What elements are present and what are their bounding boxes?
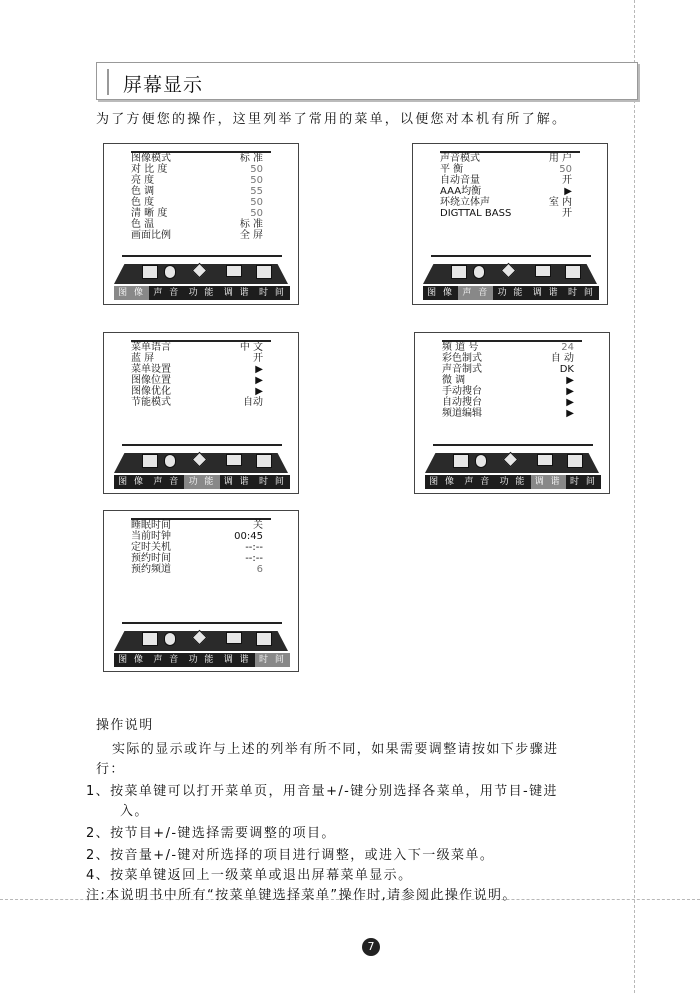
menu-row	[131, 364, 287, 375]
menu-tab: 声 音	[153, 288, 181, 298]
clock-icon	[256, 265, 272, 279]
menu-row-value: 开	[562, 208, 572, 219]
page-title: 屏幕显示	[123, 74, 204, 96]
menu-row	[440, 186, 596, 197]
menu-tab-bar	[423, 286, 599, 300]
menu-rows	[442, 342, 598, 419]
menu-tab: 调 谐	[223, 477, 251, 487]
speaker-icon	[164, 632, 176, 646]
menu-row-label: 色 调	[131, 186, 155, 197]
speaker-icon	[164, 454, 176, 468]
menu-tab: 调 谐	[531, 475, 566, 489]
menu-tab: 声 音	[464, 477, 492, 487]
clock-icon	[567, 454, 583, 468]
menu-row-label: 预约时间	[131, 553, 171, 564]
menu-row-value: 50	[559, 164, 572, 175]
menu-row-value: 自动	[243, 397, 263, 408]
menu-row	[131, 386, 287, 397]
tv-icon	[142, 632, 158, 646]
step-1: 1、按菜单键可以打开菜单页，用音量+/-键分别选择各菜单，用节目-键进	[86, 784, 558, 799]
menu-tab: 图 像	[429, 477, 457, 487]
menu-row-label: 频道编辑	[442, 408, 482, 419]
menu-row	[440, 164, 596, 175]
section-title-box	[96, 62, 638, 100]
menu-tab: 声 音	[153, 655, 181, 665]
tuning-icon	[535, 265, 551, 277]
menu-row	[131, 553, 287, 564]
menu-row-label: AAA均衡	[440, 186, 482, 197]
menu-row-value: 50	[250, 208, 263, 219]
menu-row	[131, 342, 287, 353]
menu-row	[131, 353, 287, 364]
menu-row-value: 6	[256, 564, 263, 575]
menu-tab-bar	[114, 286, 290, 300]
menu-row	[131, 520, 287, 531]
menu-row	[131, 175, 287, 186]
menu-row	[440, 197, 596, 208]
menu-tab: 调 谐	[223, 288, 251, 298]
menu-row-value: ▶	[566, 397, 574, 408]
speaker-icon	[475, 454, 487, 468]
instructions-heading: 操作说明	[96, 718, 154, 733]
menu-row-value: 自 动	[550, 353, 574, 364]
intro-text: 为了方便您的操作，这里列举了常用的菜单，以便您对本机有所了解。	[96, 112, 568, 127]
menu-tab: 时 间	[258, 477, 286, 487]
menu-tab: 功 能	[499, 477, 527, 487]
screen-divider	[122, 255, 282, 257]
menu-row-value: 标 准	[239, 219, 263, 230]
menu-row-label: 定时关机	[131, 542, 171, 553]
clock-icon	[565, 265, 581, 279]
clock-icon	[256, 632, 272, 646]
screen-divider	[431, 255, 591, 257]
menu-row-label: 自动搜台	[442, 397, 482, 408]
menu-row	[440, 153, 596, 164]
menu-row-value: ▶	[566, 386, 574, 397]
step-2: 2、按节目+/-键选择需要调整的项目。	[86, 826, 336, 841]
menu-tab: 图 像	[118, 655, 146, 665]
menu-row-label: 亮 度	[131, 175, 155, 186]
menu-row	[131, 542, 287, 553]
menu-row	[131, 164, 287, 175]
menu-row-value: 55	[250, 186, 263, 197]
menu-tab: 图 像	[114, 286, 149, 300]
menu-row-label: 声音模式	[440, 153, 480, 164]
menu-row-value: ▶	[255, 364, 263, 375]
menu-row	[131, 230, 287, 241]
menu-row-value: 全 屏	[239, 230, 263, 241]
menu-row-label: 睡眠时间	[131, 520, 171, 531]
menu-row	[131, 397, 287, 408]
menu-row-value: 关	[253, 520, 263, 531]
menu-rows	[131, 342, 287, 408]
menu-row-value: --:--	[245, 553, 263, 564]
menu-row-value: 50	[250, 175, 263, 186]
menu-row	[131, 186, 287, 197]
menu-tab: 声 音	[458, 286, 493, 300]
menu-row-label: 菜单设置	[131, 364, 171, 375]
menu-tab: 功 能	[188, 655, 216, 665]
menu-tab: 功 能	[497, 288, 525, 298]
tuning-icon	[226, 265, 242, 277]
menu-tab: 图 像	[118, 477, 146, 487]
menu-row-label: 手动搜台	[442, 386, 482, 397]
menu-row-label: 对 比 度	[131, 164, 168, 175]
screen-time-menu	[103, 510, 299, 672]
menu-row-value: ▶	[564, 186, 572, 197]
screen-divider	[122, 444, 282, 446]
menu-row-value: 室 内	[548, 197, 572, 208]
menu-row-value: DK	[559, 364, 574, 375]
menu-row-value: ▶	[255, 386, 263, 397]
menu-row-value: 50	[250, 164, 263, 175]
menu-row	[442, 408, 598, 419]
screen-sound-menu	[412, 143, 608, 305]
step-1-cont: 入。	[120, 804, 149, 819]
tv-icon	[142, 454, 158, 468]
tv-icon	[453, 454, 469, 468]
menu-row	[131, 208, 287, 219]
menu-rows	[131, 153, 287, 241]
menu-row	[442, 386, 598, 397]
screen-picture-menu	[103, 143, 299, 305]
menu-tab-bar	[114, 653, 290, 667]
screen-tuning-menu	[414, 332, 610, 494]
clock-icon	[256, 454, 272, 468]
menu-row	[442, 364, 598, 375]
title-accent-bar	[107, 69, 109, 95]
menu-row-value: 开	[562, 175, 572, 186]
menu-row-value: 标 准	[239, 153, 263, 164]
menu-tab: 图 像	[427, 288, 455, 298]
step-3: 2、按音量+/-键对所选择的项目进行调整，或进入下一级菜单。	[86, 848, 495, 863]
menu-tab-bar	[114, 475, 290, 489]
menu-tab: 调 谐	[532, 288, 560, 298]
menu-row-value: ▶	[566, 375, 574, 386]
menu-row-label: 清 晰 度	[131, 208, 168, 219]
cut-guide-vertical	[634, 0, 635, 993]
menu-tab: 时 间	[567, 288, 595, 298]
tuning-icon	[226, 454, 242, 466]
menu-row-label: 蓝 屏	[131, 353, 155, 364]
screen-divider	[433, 444, 593, 446]
instructions-paragraph: 实际的显示或许与上述的列举有所不同，如果需要调整请按如下步骤进	[112, 742, 559, 757]
speaker-icon	[164, 265, 176, 279]
instructions-paragraph-cont: 行：	[96, 762, 125, 777]
tuning-icon	[537, 454, 553, 466]
menu-row	[131, 531, 287, 542]
menu-row	[131, 153, 287, 164]
menu-tab: 声 音	[153, 477, 181, 487]
menu-row	[131, 564, 287, 575]
menu-row-value: ▶	[255, 375, 263, 386]
menu-row-label: 声音制式	[442, 364, 482, 375]
menu-row	[440, 175, 596, 186]
menu-row-value: 00:45	[234, 531, 263, 542]
menu-row-label: 预约频道	[131, 564, 171, 575]
menu-row	[131, 197, 287, 208]
menu-tab: 调 谐	[223, 655, 251, 665]
menu-row-value: 50	[250, 197, 263, 208]
menu-row	[442, 397, 598, 408]
menu-row	[442, 353, 598, 364]
usage-note: 注:本说明书中所有“按菜单键选择菜单”操作时,请参阅此操作说明。	[86, 888, 517, 903]
menu-row-value: 开	[253, 353, 263, 364]
menu-row-label: 微 调	[442, 375, 466, 386]
menu-row-label: 图像优化	[131, 386, 171, 397]
menu-tab: 时 间	[569, 477, 597, 487]
menu-row	[440, 208, 596, 219]
menu-row-label: 画面比例	[131, 230, 171, 241]
menu-row-label: 自动音量	[440, 175, 480, 186]
menu-row	[131, 375, 287, 386]
tv-icon	[142, 265, 158, 279]
menu-row-label: 节能模式	[131, 397, 171, 408]
menu-tab-bar	[425, 475, 601, 489]
menu-row-label: 色 温	[131, 219, 155, 230]
menu-row-value: 用 户	[548, 153, 572, 164]
menu-tab: 功 能	[188, 288, 216, 298]
menu-rows	[440, 153, 596, 219]
menu-row-label: DIGTTAL BASS	[440, 208, 512, 219]
menu-row	[442, 342, 598, 353]
menu-row-value: --:--	[245, 542, 263, 553]
menu-row-label: 色 度	[131, 197, 155, 208]
tv-icon	[451, 265, 467, 279]
menu-row-value: 24	[561, 342, 574, 353]
menu-row-label: 菜单语言	[131, 342, 171, 353]
page-number: 7	[362, 938, 380, 956]
menu-row	[131, 219, 287, 230]
menu-row-label: 当前时钟	[131, 531, 171, 542]
menu-tab: 功 能	[184, 475, 219, 489]
menu-row-label: 图像位置	[131, 375, 171, 386]
menu-row	[442, 375, 598, 386]
tuning-icon	[226, 632, 242, 644]
menu-row-label: 环绕立体声	[440, 197, 490, 208]
screen-divider	[122, 622, 282, 624]
menu-row-label: 图像模式	[131, 153, 171, 164]
menu-tab: 时 间	[255, 653, 290, 667]
menu-row-value: 中 文	[239, 342, 263, 353]
menu-row-label: 平 衡	[440, 164, 464, 175]
screen-function-menu	[103, 332, 299, 494]
step-4: 4、按菜单键返回上一级菜单或退出屏幕菜单显示。	[86, 868, 413, 883]
menu-row-label: 彩色制式	[442, 353, 482, 364]
menu-rows	[131, 520, 287, 575]
menu-row-label: 频 道 号	[442, 342, 479, 353]
menu-tab: 时 间	[258, 288, 286, 298]
speaker-icon	[473, 265, 485, 279]
menu-row-value: ▶	[566, 408, 574, 419]
